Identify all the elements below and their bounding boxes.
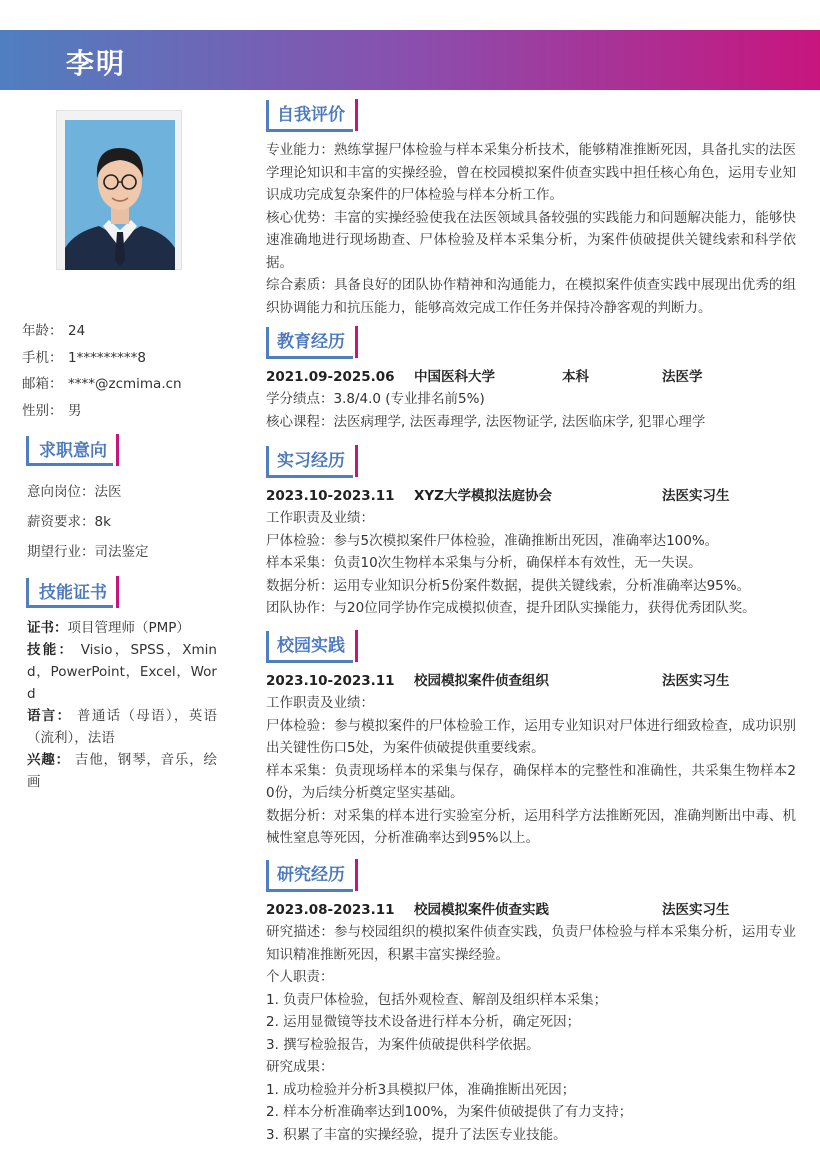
- research-line: 个人职责：: [266, 969, 334, 985]
- header-band: [0, 30, 820, 90]
- research-line: 2. 样本分析准确率达到100%，为案件侦破提供了有力支持；: [266, 1104, 633, 1120]
- education-date: 2021.09-2025.06: [266, 369, 395, 385]
- internship-entry-header: [266, 485, 796, 507]
- internship-entry: [266, 485, 796, 620]
- skill-languages: 语言： 普通话（母语），英语（流利），法语: [27, 708, 218, 746]
- info-row-email: 邮箱： ****@zcmima.cn: [22, 376, 182, 392]
- research-line: 1. 负责尸体检验，包括外观检查、解剖及组织样本采集；: [266, 991, 608, 1008]
- internship-line: 工作职责及业绩：: [266, 510, 374, 526]
- campus-heading: 校园实践: [266, 631, 353, 664]
- info-row-phone: 手机： 1*********8: [22, 349, 146, 366]
- campus-line: 数据分析：对采集的样本进行实验室分析，运用科学方法推断死因，准确判断出中毒、机械性窒息等死因，分析准确率达到95%以上。: [266, 807, 796, 846]
- campus-org: 校园模拟案件侦查组织: [414, 673, 549, 689]
- internship-line: 数据分析：运用专业知识分析5份案件数据，提供关键线索，分析准确率达95%。: [266, 577, 751, 594]
- research-line: 研究成果：: [266, 1059, 334, 1075]
- research-line: 3. 撰写检验报告，为案件侦破提供科学依据。: [266, 1036, 540, 1053]
- self-eval-heading: 自我评价: [266, 100, 353, 133]
- self-eval-paragraph: 综合素质：具备良好的团队协作精神和沟通能力，在模拟案件侦查实践中展现出优秀的组织协调能力和抗压能力，能够高效完成工作任务并保持冷静客观的判断力。: [266, 277, 796, 316]
- job-intent-heading: 求职意向: [26, 436, 117, 469]
- campus-line: 样本采集：负责现场样本的采集与保存，确保样本的完整性和准确性，共采集生物样本20份，为后续分析奠定坚实基础。: [266, 762, 796, 801]
- avatar-portrait-image: [65, 120, 175, 270]
- campus-line: 尸体检验：参与模拟案件的尸体检验工作，运用专业知识对尸体进行细致检查，成功识别出关键性伤口5处，为案件侦破提供重要线索。: [266, 717, 796, 756]
- research-line: 3. 积累了丰富的实操经验，提升了法医专业技能。: [266, 1126, 567, 1143]
- basic-info: [22, 318, 222, 424]
- intent-industry: 期望行业：司法鉴定: [27, 544, 149, 560]
- skill-tools: 技能： Visio，SPSS，Xmind，PowerPoint，Excel，Word: [27, 642, 217, 702]
- job-intent-list: [27, 477, 217, 567]
- campus-line: 工作职责及业绩：: [266, 695, 374, 711]
- research-entry: [266, 899, 796, 1146]
- skills-heading: 技能证书: [26, 578, 117, 611]
- intent-salary: 薪资要求：8k: [27, 514, 111, 530]
- campus-date: 2023.10-2023.11: [266, 673, 395, 689]
- resume-name: 李明: [66, 47, 127, 80]
- research-date: 2023.08-2023.11: [266, 902, 395, 918]
- education-entry-header: [266, 366, 796, 388]
- internship-date: 2023.10-2023.11: [266, 488, 395, 504]
- info-row-age: 年龄： 24: [22, 323, 86, 339]
- internship-role: 法医实习生: [662, 488, 730, 504]
- internship-line: 样本采集：负责10次生物样本采集与分析，确保样本有效性，无一失误。: [266, 555, 702, 571]
- skills-list: [27, 617, 217, 793]
- education-major: 法医学: [662, 369, 703, 385]
- self-eval-paragraph: 核心优势：丰富的实操经验使我在法医领域具备较强的实践能力和问题解决能力，能够快速准确地进行现场勘查、尸体检验及样本采集分析，为案件侦破提供关键线索和科学依据。: [266, 209, 796, 271]
- self-eval-paragraph: 专业能力：熟练掌握尸体检验与样本采集分析技术，能够精准推断死因，具备扎实的法医学理论知识和丰富的实操经验，曾在校园模拟案件侦查实践中担任核心角色，运用专业知识成功完成复杂案件的尸体检验与样本分析工作。: [266, 142, 796, 203]
- info-row-gender: 性别： 男: [22, 402, 82, 419]
- education-heading: 教育经历: [266, 327, 353, 360]
- internship-line: 尸体检验：参与5次模拟案件尸体检验，准确推断出死因，准确率达100%。: [266, 532, 719, 549]
- research-org: 校园模拟案件侦查实践: [414, 902, 549, 918]
- internship-org: XYZ大学模拟法庭协会: [414, 488, 552, 504]
- research-line: 2. 运用显微镜等技术设备进行样本分析，确定死因；: [266, 1014, 581, 1030]
- campus-entry: [266, 670, 796, 850]
- internship-heading: 实习经历: [266, 446, 353, 479]
- campus-entry-header: [266, 670, 796, 692]
- education-gpa: 学分绩点：3.8/4.0 (专业排名前5%): [266, 391, 485, 407]
- self-eval-body: [266, 139, 796, 319]
- intent-position: 意向岗位：法医: [27, 484, 122, 500]
- research-role: 法医实习生: [662, 902, 730, 918]
- research-entry-header: [266, 899, 796, 921]
- education-entry: [266, 366, 796, 433]
- skill-interests: 兴趣： 吉他，钢琴，音乐，绘画: [27, 752, 217, 790]
- research-line: 1. 成功检验并分析3具模拟尸体，准确推断出死因；: [266, 1081, 576, 1098]
- education-courses: 核心课程：法医病理学, 法医毒理学, 法医物证学, 法医临床学, 犯罪心理学: [266, 413, 706, 430]
- internship-line: 团队协作：与20位同学协作完成模拟侦查，提升团队实操能力，获得优秀团队奖。: [266, 600, 756, 616]
- education-school: 中国医科大学: [414, 369, 495, 385]
- research-heading: 研究经历: [266, 860, 353, 893]
- profile-photo: [56, 110, 182, 270]
- research-description: 研究描述：参与校园组织的模拟案件侦查实践，负责尸体检验与样本采集分析，运用专业知识精准推断死因，积累丰富实操经验。: [266, 924, 796, 963]
- campus-role: 法医实习生: [662, 673, 730, 689]
- education-degree: 本科: [562, 369, 589, 385]
- skill-certificate: 证书：项目管理师（PMP）: [27, 620, 190, 636]
